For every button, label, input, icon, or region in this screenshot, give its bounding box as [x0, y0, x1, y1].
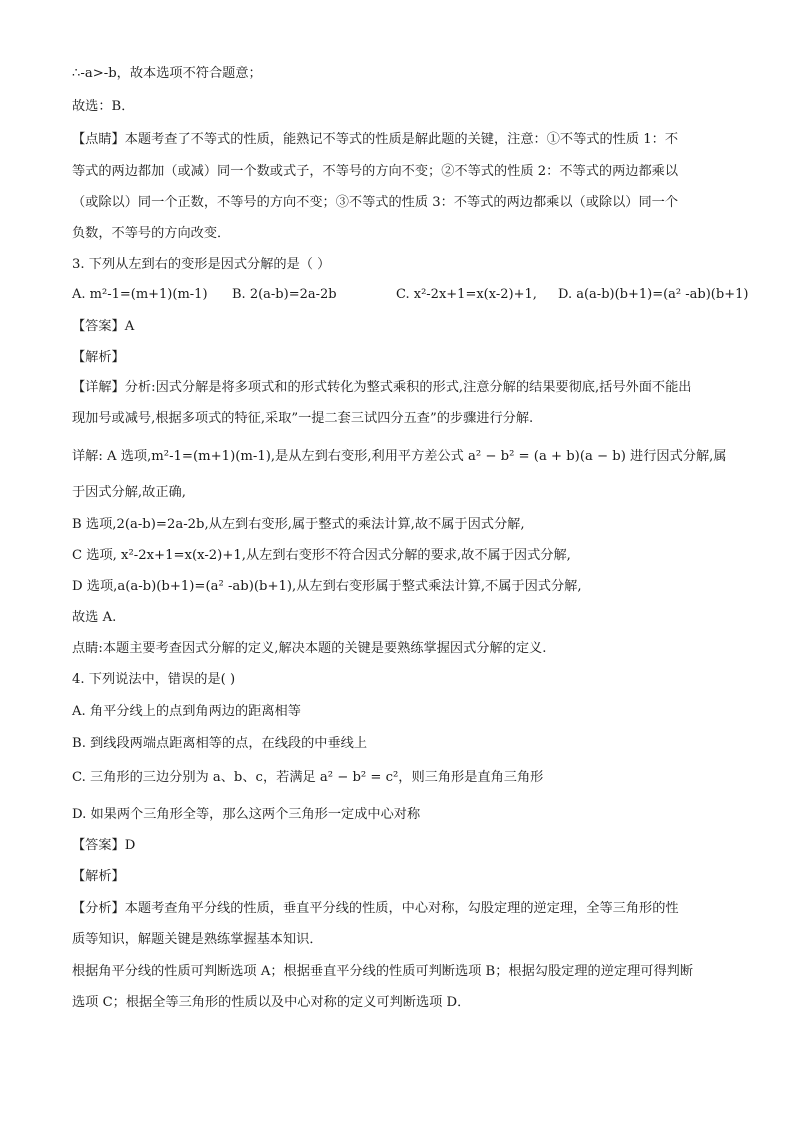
text-line: B 选项,2(a-b)=2a-2b,从左到右变形,属于整式的乘法计算,故不属于因式分解, — [72, 517, 525, 532]
question-4-stem: 4. 下列说法中，错误的是( ) — [72, 672, 236, 687]
text-line: 点睛:本题主要考查因式分解的定义,解决本题的关键是要熟练掌握因式分解的定义. — [72, 641, 547, 656]
text-line: 故选 A. — [72, 610, 117, 625]
text-line: 负数，不等号的方向改变． — [72, 226, 231, 241]
question-3-options — [72, 285, 749, 305]
option-c: C. 三角形的三边分别为 a、b、c，若满足 a² − b² = c²，则三角形是直角三角形 — [72, 770, 544, 785]
text-line: 【点睛】本题考查了不等式的性质，能熟记不等式的性质是解此题的关键，注意：①不等式的性质 1：不 — [72, 132, 679, 147]
text-line: 于因式分解,故正确, — [72, 485, 186, 500]
option-a: A. m²-1=(m+1)(m-1) — [72, 287, 208, 302]
text-line: C 选项, x²-2x+1=x(x-2)+1,从左到右变形不符合因式分解的要求,故不属于因式分解, — [72, 548, 571, 563]
text-line: 根据角平分线的性质可判断选项 A；根据垂直平分线的性质可判断选项 B；根据勾股定理的逆定理可得判断 — [72, 964, 694, 979]
text-line: 质等知识，解题关键是熟练掌握基本知识． — [72, 932, 323, 947]
answer-label: 【答案】A — [72, 319, 135, 334]
text-line: （或除以）同一个正数，不等号的方向不变；③不等式的性质 3：不等式的两边都乘以（或除以）同一个 — [72, 195, 679, 210]
text-line: 等式的两边都加（或减）同一个数或式子，不等号的方向不变；②不等式的性质 2：不等式的两边都乘以 — [72, 164, 679, 179]
text-line: 详解: A 选项,m²-1=(m+1)(m-1),是从左到右变形,利用平方差公式 a² − b² = (a + b)(a − b) 进行因式分解,属 — [72, 449, 727, 464]
analysis-label: 【解析】 — [72, 869, 125, 884]
option-d: D. 如果两个三角形全等，那么这两个三角形一定成中心对称 — [72, 807, 421, 822]
text-line: ∴-a>-b，故本选项不符合题意； — [72, 66, 262, 81]
option-a: A. 角平分线上的点到角两边的距离相等 — [72, 704, 301, 719]
option-d: D. a(a-b)(b+1)=(a² -ab)(b+1) — [558, 287, 749, 302]
text-line: 【详解】分析:因式分解是将多项式和的形式转化为整式乘积的形式,注意分解的结果要彻底,括号外面不能出 — [72, 380, 692, 395]
text-line: 故选：B． — [72, 99, 135, 114]
text-line: 现加号或减号,根据多项式的特征,采取”一提二套三试四分五查”的步骤进行分解. — [72, 411, 534, 426]
option-b: B. 2(a-b)=2a-2b — [232, 287, 337, 302]
analysis-label: 【解析】 — [72, 350, 125, 365]
option-b: B. 到线段两端点距离相等的点，在线段的中垂线上 — [72, 736, 368, 751]
answer-label: 【答案】D — [72, 838, 136, 853]
option-c: C. x²-2x+1=x(x-2)+1, — [396, 287, 537, 302]
text-line: 【分析】本题考查角平分线的性质，垂直平分线的性质，中心对称，勾股定理的逆定理，全等三角形的性 — [72, 901, 679, 916]
question-3-stem: 3. 下列从左到右的变形是因式分解的是（ ） — [72, 257, 331, 272]
text-line: 选项 C；根据全等三角形的性质以及中心对称的定义可判断选项 D． — [72, 995, 471, 1010]
text-line: D 选项,a(a-b)(b+1)=(a² -ab)(b+1),从左到右变形属于整式乘法计算,不属于因式分解, — [72, 579, 582, 594]
